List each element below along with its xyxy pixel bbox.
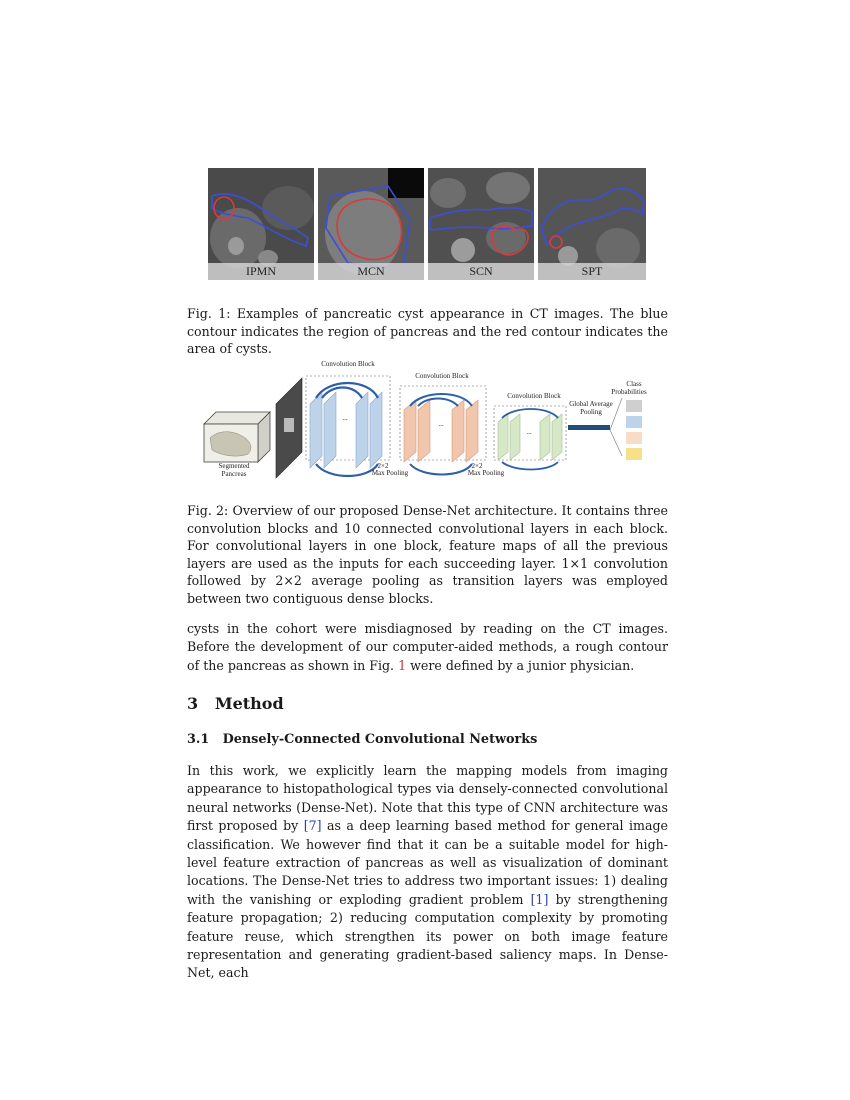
ct-label-scn: SCN [428,263,534,280]
paragraph-1 [187,620,668,675]
citation-7-link[interactable]: [7] [303,818,322,834]
label-dots-3: ... [526,428,532,436]
label-conv-block-2: Convolution Block [415,372,469,380]
section-title: Method [214,694,284,713]
pancreas-cube [204,412,270,462]
ct-panel-spt [538,168,646,280]
ct-panel-ipmn [208,168,314,280]
label-class-2: Probabilities [611,388,647,396]
subsection-heading [187,732,537,747]
figure-1-caption-text: Examples of pancreatic cyst appearance in CT images. The blue contour indicates the region of pancreas and the red contour indicates the area of cysts. [187,306,668,357]
conv-block-3-layers [498,414,562,460]
paragraph-2-text-c: by strengthening feature propagation; 2) reducing computation complexity by promoting feature reuse, which strengthen its power on both image feature representation and generating gradient-based saliency maps. In Dense-Net, each [187,891,668,981]
ct-panel-mcn [318,168,424,280]
figure-2-caption [187,502,668,608]
label-dots-2: ... [438,420,444,428]
ct-label-spt: SPT [538,263,646,280]
figure-ref-link[interactable]: 1 [398,657,407,673]
label-pancreas: Pancreas [221,470,247,478]
gap-bar [568,425,610,430]
paragraph-2 [187,762,668,983]
label-segmented: Segmented [218,462,250,470]
paragraph-1-text-b: were defined by a junior physician. [410,657,635,673]
figure-1-caption [187,305,668,358]
section-number: 3 [187,694,199,713]
conv-block-1-arrows [316,383,378,398]
label-pool-2-name: Max Pooling [467,469,505,477]
label-pool-1-name: Max Pooling [371,469,409,477]
figure-2 [198,360,658,486]
ct-label-ipmn: IPMN [208,263,314,280]
label-conv-block-1: Convolution Block [321,360,375,368]
figure-1-caption-prefix: Fig. 1: [187,306,231,321]
citation-1-link[interactable]: [1] [530,891,549,907]
paragraph-2-text-b: as a deep learning based method for general image classification. We however find that it can be a suitable model for high-level feature extraction of pancreas as well as visualization of dominant locations. The Dense-Net tries to address two important issues: 1) dealing with the vanishing or exploding gradient problem [187,818,668,907]
ct-label-mcn: MCN [318,263,424,280]
label-pool-2-size: 2×2 [471,462,483,470]
figure-2-caption-prefix: Fig. 2: [187,503,229,518]
section-heading [187,694,284,713]
label-gap-1: Global Average [569,400,613,408]
paragraph-1-text-a: cysts in the cohort were misdiagnosed by reading on the CT images. Before the development of our computer-aided methods, a rough contour of the pancreas as shown in Fig. [187,621,668,673]
label-class-1: Class [626,380,642,388]
figure-2-caption-text: Overview of our proposed Dense-Net architecture. It contains three convolution blocks and 10 connected convolutional layers in each block. For convolutional layers in one block, feature maps of all the previous layers are used as the inputs for each succeeding layer. 1×1 convolution followed by 2×2 average pooling as transition layers was employed between two contiguous dense blocks. [187,503,668,606]
label-gap-2: Pooling [580,408,602,416]
conv-block-1-layers [310,392,382,468]
label-pool-1-size: 2×2 [377,462,389,470]
subsection-number: 3.1 [187,732,210,747]
class-probabilities [626,400,642,460]
ct-panel-scn [428,168,534,280]
label-dots-1: ... [342,414,348,422]
paragraph-2-text-a: In this work, we explicitly learn the mapping models from imaging appearance to histopathological types via densely-connected convolutional neural networks (Dense-Net). Note that this type of CNN architecture was first proposed by [187,763,668,834]
subsection-title: Densely-Connected Convolutional Networks [222,732,538,747]
conv-block-2-layers [404,400,478,462]
label-conv-block-3: Convolution Block [507,392,561,400]
